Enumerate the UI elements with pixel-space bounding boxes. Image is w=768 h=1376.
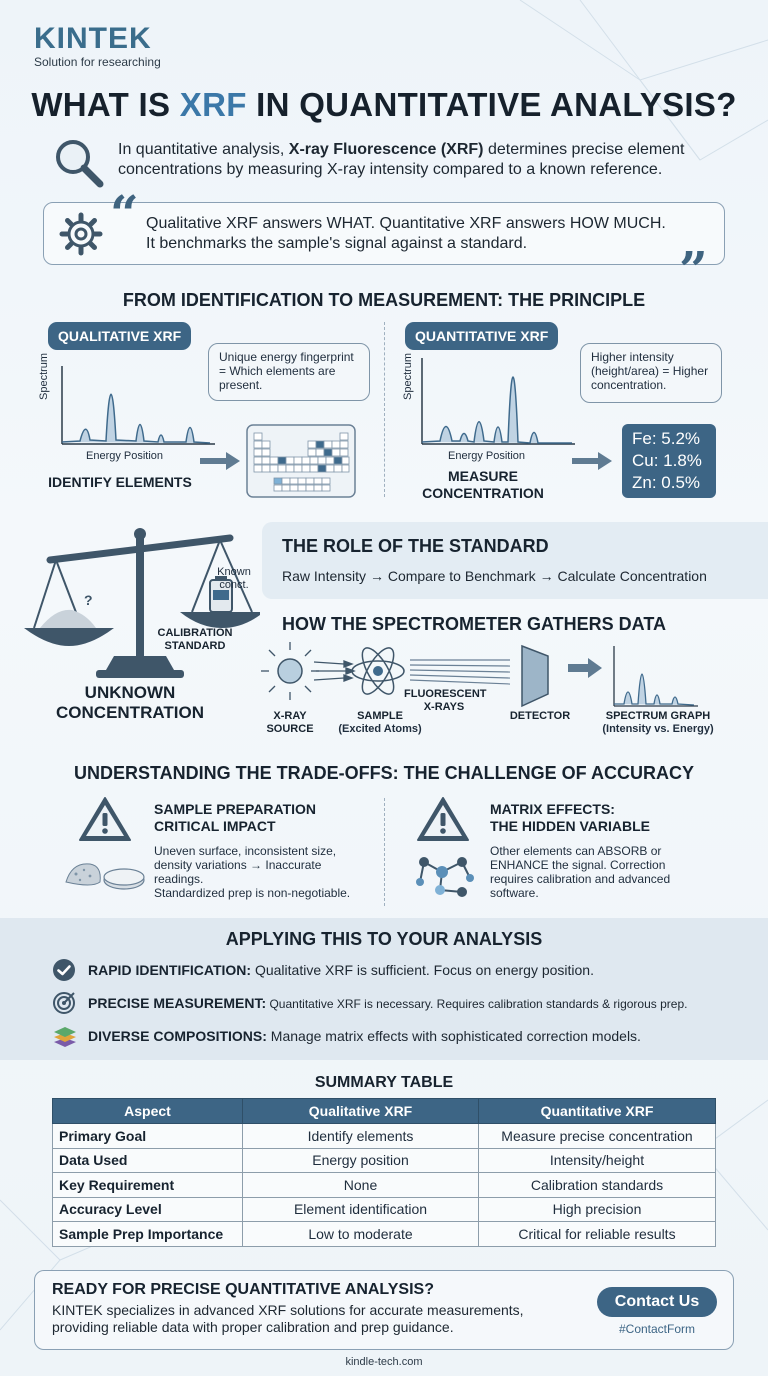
intro-text: In quantitative analysis, X-ray Fluorescence (XRF) determines precise element concentrations by measuring X-ray intensity compared to a known reference. — [118, 141, 685, 178]
unknown-concentration-label: UNKNOWN CONCENTRATION — [56, 683, 204, 722]
spectrum-graph-label: SPECTRUM GRAPH (Intensity vs. Energy) — [602, 710, 714, 735]
header-qualitative: Qualitative XRF — [243, 1099, 479, 1124]
calibration-standard-label: CALIBRATION STANDARD — [157, 627, 233, 652]
spectrometer-heading: HOW THE SPECTROMETER GATHERS DATA — [282, 614, 666, 634]
gear-icon — [58, 211, 104, 257]
summary-heading: SUMMARY TABLE — [314, 1074, 454, 1091]
target-icon — [52, 991, 76, 1015]
brand-tagline: Solution for researching — [34, 55, 161, 69]
quantitative-bubble: Higher intensity (height/area) = Higher concentration. — [580, 343, 722, 403]
title-highlight: XRF — [179, 86, 247, 123]
prep-title: SAMPLE PREPARATION CRITICAL IMPACT — [154, 801, 317, 834]
cta-heading: READY FOR PRECISE QUANTITATIVE ANALYSIS? — [52, 1281, 434, 1298]
checkmark-icon — [52, 958, 76, 982]
contact-form-link[interactable]: #ContactForm — [618, 1322, 696, 1336]
conc-cu: Cu: 1.8% — [632, 451, 702, 470]
cta-body: KINTEK specializes in advanced XRF solutions for accurate measurements, providing reliable data with proper calibration and prep guidance. — [52, 1302, 524, 1335]
quantitative-spectrum-chart — [400, 352, 580, 448]
concentration-readout — [622, 424, 716, 498]
qualitative-pill: QUALITATIVE XRF — [48, 322, 191, 350]
open-quote-icon: “ — [110, 184, 139, 243]
xray-source-label: X-RAY SOURCE — [266, 710, 314, 735]
apply-row-diverse: DIVERSE COMPOSITIONS: Manage matrix effects with sophisticated correction models. — [88, 1028, 641, 1044]
balance-scale-icon — [20, 524, 260, 694]
principle-heading: FROM IDENTIFICATION TO MEASUREMENT: THE PRINCIPLE — [122, 290, 646, 310]
magnifier-icon — [52, 136, 106, 188]
footer-url[interactable]: kindle-tech.com — [345, 1356, 423, 1368]
tradeoffs-heading: UNDERSTANDING THE TRADE-OFFS: THE CHALLENGE OF ACCURACY — [74, 763, 694, 783]
conc-zn: Zn: 0.5% — [632, 473, 701, 492]
measure-concentration-caption: MEASURE CONCENTRATION — [422, 468, 544, 501]
prep-body: Uneven surface, inconsistent size, density variations → Inaccurate readings. Standardized prep is non-negotiable. — [154, 844, 351, 900]
molecule-icon — [412, 848, 478, 902]
table-row: Key Requirement None Calibration standards — [53, 1173, 716, 1198]
table-row: Primary Goal Identify elements Measure precise concentration — [53, 1124, 716, 1149]
contact-us-button[interactable]: Contact Us — [597, 1287, 717, 1317]
matrix-title: MATRIX EFFECTS: THE HIDDEN VARIABLE — [490, 801, 650, 834]
conc-fe: Fe: 5.2% — [632, 429, 701, 448]
flow-arrow-icon: → — [369, 568, 384, 584]
tradeoffs-divider — [384, 798, 385, 906]
quant-axis-y: Spectrum — [402, 352, 414, 400]
warning-icon — [78, 796, 132, 842]
table-row: Accuracy Level Element identification High precision — [53, 1197, 716, 1222]
warning-icon — [416, 796, 470, 842]
qual-axis-y: Spectrum — [38, 352, 50, 400]
periodic-table-icon — [246, 424, 356, 498]
arrow-right-icon — [198, 450, 242, 472]
unknown-mark: ? — [84, 592, 93, 608]
page-title: WHAT IS XRF IN QUANTITATIVE ANALYSIS? — [31, 86, 737, 123]
role-panel — [262, 522, 768, 599]
quote-text: Qualitative XRF answers WHAT. Quantitative XRF answers HOW MUCH. It benchmarks the sample's signal against a standard. — [146, 215, 666, 252]
apply-row-rapid: RAPID IDENTIFICATION: Qualitative XRF is sufficient. Focus on energy position. — [88, 962, 594, 978]
header-aspect: Aspect — [53, 1099, 243, 1124]
role-heading: THE ROLE OF THE STANDARD — [282, 536, 549, 556]
matrix-body: Other elements can ABSORB or ENHANCE the signal. Correction requires calibration and advanced software. — [490, 844, 671, 900]
brand-logo: KINTEK — [34, 22, 152, 55]
table-row: Sample Prep Importance Low to moderate Critical for reliable results — [53, 1222, 716, 1247]
quantitative-pill: QUANTITATIVE XRF — [405, 322, 558, 350]
table-row: Data Used Energy position Intensity/height — [53, 1148, 716, 1173]
quant-axis-x: Energy Position — [448, 450, 526, 462]
brand — [34, 24, 161, 69]
arrow-right-icon — [570, 450, 614, 472]
close-quote-icon: ” — [679, 240, 708, 299]
detector-label: DETECTOR — [509, 710, 571, 722]
spectrometer-diagram — [258, 640, 758, 712]
sample-pellet-icon — [62, 852, 146, 894]
header-quantitative: Quantitative XRF — [479, 1099, 716, 1124]
fluorescent-xrays-label: FLUORESCENT X-RAYS — [404, 688, 487, 713]
known-conc-label: Known conct. — [217, 566, 251, 591]
qual-axis-x: Energy Position — [86, 450, 164, 462]
apply-heading: APPLYING THIS TO YOUR ANALYSIS — [225, 929, 543, 949]
flow-arrow-icon: → — [539, 568, 554, 584]
qualitative-spectrum-chart — [40, 358, 220, 448]
role-flow: Raw Intensity → Compare to Benchmark → Calculate Concentration — [282, 568, 707, 584]
apply-row-precise: PRECISE MEASUREMENT: Quantitative XRF is necessary. Requires calibration standards & rigorous prep. — [88, 995, 688, 1011]
sample-label: SAMPLE (Excited Atoms) — [338, 710, 422, 735]
qualitative-bubble: Unique energy fingerprint = Which elements are present. — [208, 343, 370, 401]
table-header-row — [53, 1099, 716, 1124]
layers-icon — [52, 1024, 78, 1050]
identify-elements-caption: IDENTIFY ELEMENTS — [48, 474, 192, 490]
principle-divider — [384, 322, 385, 497]
summary-table — [52, 1098, 716, 1247]
